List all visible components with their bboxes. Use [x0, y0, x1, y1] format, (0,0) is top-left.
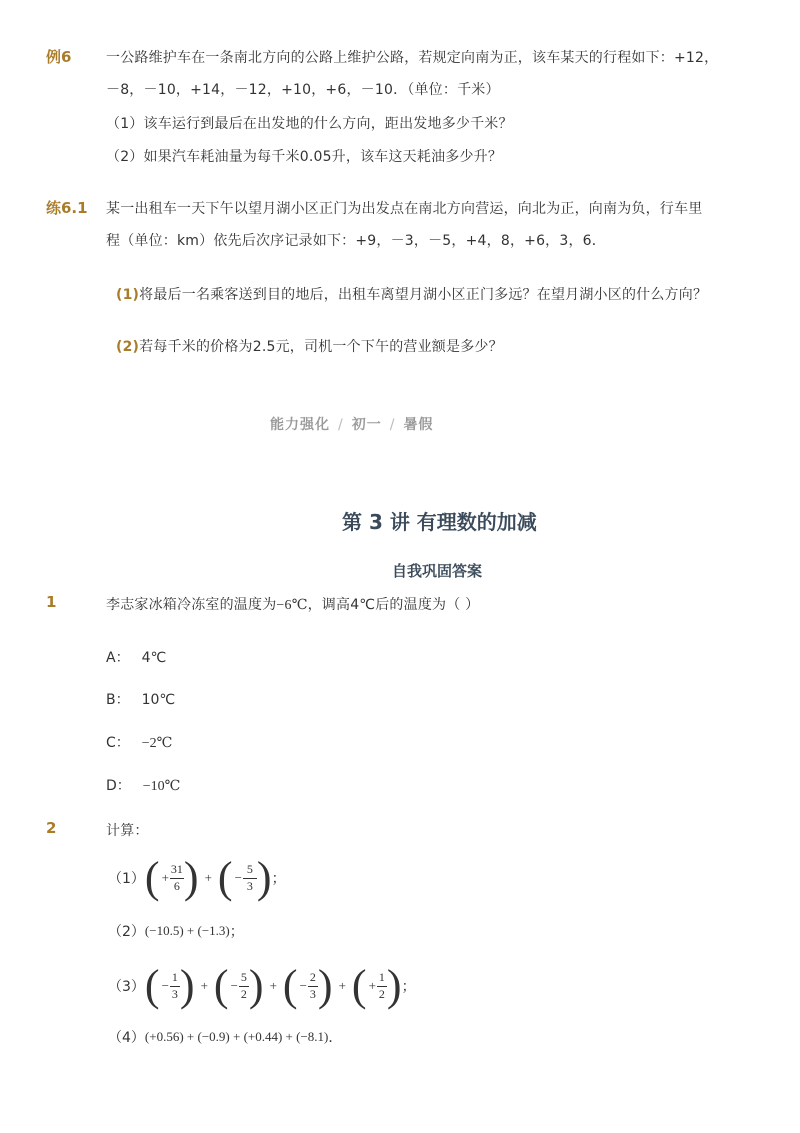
- footer-separator: /: [338, 417, 344, 433]
- fraction: [377, 971, 387, 1002]
- fraction: [170, 863, 184, 894]
- right-paren: ): [248, 961, 264, 1010]
- option-b: [106, 689, 175, 709]
- right-paren: ): [183, 853, 199, 902]
- left-paren: (: [144, 961, 160, 1010]
- numerator: 5: [240, 969, 247, 984]
- left-paren: (: [217, 853, 233, 902]
- denominator: 3: [171, 986, 178, 1001]
- option-label: B：: [106, 692, 130, 708]
- footer-separator: /: [389, 417, 396, 433]
- option-label: D：: [106, 778, 131, 794]
- numerator: 2: [309, 969, 316, 984]
- footer-part-2: 初一: [351, 417, 382, 433]
- fraction: [239, 971, 249, 1002]
- expression: (−10.5) + (−1.3): [144, 923, 230, 938]
- left-paren: (: [213, 961, 229, 1010]
- option-value: −2℃: [141, 736, 173, 751]
- part-label: （3）: [108, 979, 145, 995]
- denominator: 2: [240, 986, 247, 1001]
- part-label: （2）: [108, 924, 145, 940]
- part-end: ；: [271, 871, 286, 887]
- denominator: 3: [246, 878, 253, 893]
- sign: +: [161, 870, 169, 885]
- left-paren: (: [351, 961, 367, 1010]
- example-6-line-1: 一公路维护车在一条南北方向的公路上维护公路，若规定向南为正，该车某天的行程如下：+12，: [106, 50, 719, 66]
- fraction-group: [217, 853, 272, 902]
- right-paren: ): [317, 961, 333, 1010]
- option-label: A：: [106, 650, 130, 666]
- question-text: 若每千米的价格为2.5元，司机一个下午的营业额是多少？: [139, 339, 503, 355]
- fraction-group: [351, 961, 402, 1010]
- option-value: −10℃: [142, 779, 181, 794]
- right-paren: ): [386, 961, 402, 1010]
- option-value: 10℃: [141, 692, 176, 708]
- fraction-group: [213, 961, 264, 1010]
- part-label: （4）: [108, 1030, 145, 1046]
- sign: +: [368, 978, 376, 993]
- question-text: 李志家冰箱冷冻室的温度为: [106, 597, 277, 613]
- question-number: (2): [116, 339, 140, 355]
- question-2-intro: 计算：: [106, 823, 149, 839]
- practice-6-1-tag: 练6.1: [46, 199, 88, 217]
- calc-part-2: [108, 920, 244, 942]
- practice-6-1-line-1: 某一出租车一天下午以望月湖小区正门为出发点在南北方向营运，向北为正，向南为负，行车里: [106, 201, 703, 217]
- temperature-value: −6℃: [276, 598, 308, 613]
- option-label: C：: [106, 735, 130, 751]
- denominator: 3: [309, 986, 316, 1001]
- example-6-question-2: （2）如果汽车耗油量为每千米0.05升，该车这天耗油多少升？: [106, 149, 503, 165]
- plus-operator: +: [269, 978, 277, 993]
- sign: −: [299, 978, 307, 993]
- left-paren: (: [282, 961, 298, 1010]
- fraction-group: [282, 961, 333, 1010]
- denominator: 2: [378, 986, 385, 1001]
- sign: −: [161, 978, 169, 993]
- denominator: 6: [173, 878, 180, 893]
- expression: (+0.56) + (−0.9) + (+0.44) + (−8.1): [144, 1029, 329, 1044]
- calc-part-4: [108, 1026, 342, 1048]
- plus-operator: +: [200, 978, 208, 993]
- fraction: [308, 971, 318, 1002]
- lecture-title: 第 3 讲 有理数的加减: [342, 510, 537, 534]
- fraction-group: [144, 961, 195, 1010]
- example-6-tag: 例6: [46, 48, 72, 66]
- example-6-question-1: （1）该车运行到最后在出发地的什么方向，距出发地多少千米？: [106, 116, 513, 132]
- option-c: [106, 732, 172, 752]
- question-1-text: [106, 594, 479, 614]
- option-a: [106, 647, 166, 667]
- option-d: [106, 775, 180, 795]
- practice-6-1-question-1: [116, 284, 707, 304]
- fraction: [170, 971, 180, 1002]
- fraction: [243, 863, 257, 894]
- section-subtitle: 自我巩固答案: [392, 562, 483, 580]
- footer-part-3: 暑假: [403, 417, 434, 433]
- plus-operator: +: [338, 978, 346, 993]
- calc-part-1: [108, 852, 286, 904]
- numerator: 1: [171, 969, 178, 984]
- right-paren: ): [256, 853, 272, 902]
- numerator: 1: [378, 969, 385, 984]
- plus-operator: +: [204, 870, 212, 885]
- right-paren: ): [179, 961, 195, 1010]
- fraction-group: [144, 853, 199, 902]
- numerator: 5: [246, 861, 253, 876]
- part-label: （1）: [108, 871, 145, 887]
- practice-6-1-question-2: [116, 336, 503, 356]
- question-text: 将最后一名乘客送到目的地后，出租车离望月湖小区正门多远？在望月湖小区的什么方向？: [139, 287, 708, 303]
- temperature-value: 4℃: [350, 597, 376, 613]
- option-value: 4℃: [141, 650, 167, 666]
- sign: −: [234, 870, 242, 885]
- question-text: ，调高: [307, 597, 351, 613]
- part-end: ；: [229, 924, 244, 940]
- part-end: ．: [328, 1030, 343, 1046]
- question-text: 后的温度为（ ）: [375, 597, 480, 613]
- question-1-number: 1: [46, 593, 57, 611]
- left-paren: (: [144, 853, 160, 902]
- sign: −: [230, 978, 238, 993]
- question-2-number: 2: [46, 819, 57, 837]
- practice-6-1-line-2: 程（单位：km）依先后次序记录如下：+9，－3，－5，+4，8，+6，3，6．: [106, 233, 606, 249]
- part-end: ；: [401, 979, 416, 995]
- page-footer: [270, 414, 433, 434]
- example-6-line-2: －8，－10，+14，－12，+10，+6，－10．（单位：千米）: [106, 82, 500, 98]
- numerator: 31: [170, 861, 183, 876]
- footer-part-1: 能力强化: [270, 417, 330, 433]
- calc-part-3: [108, 958, 416, 1014]
- question-number: (1): [116, 287, 140, 303]
